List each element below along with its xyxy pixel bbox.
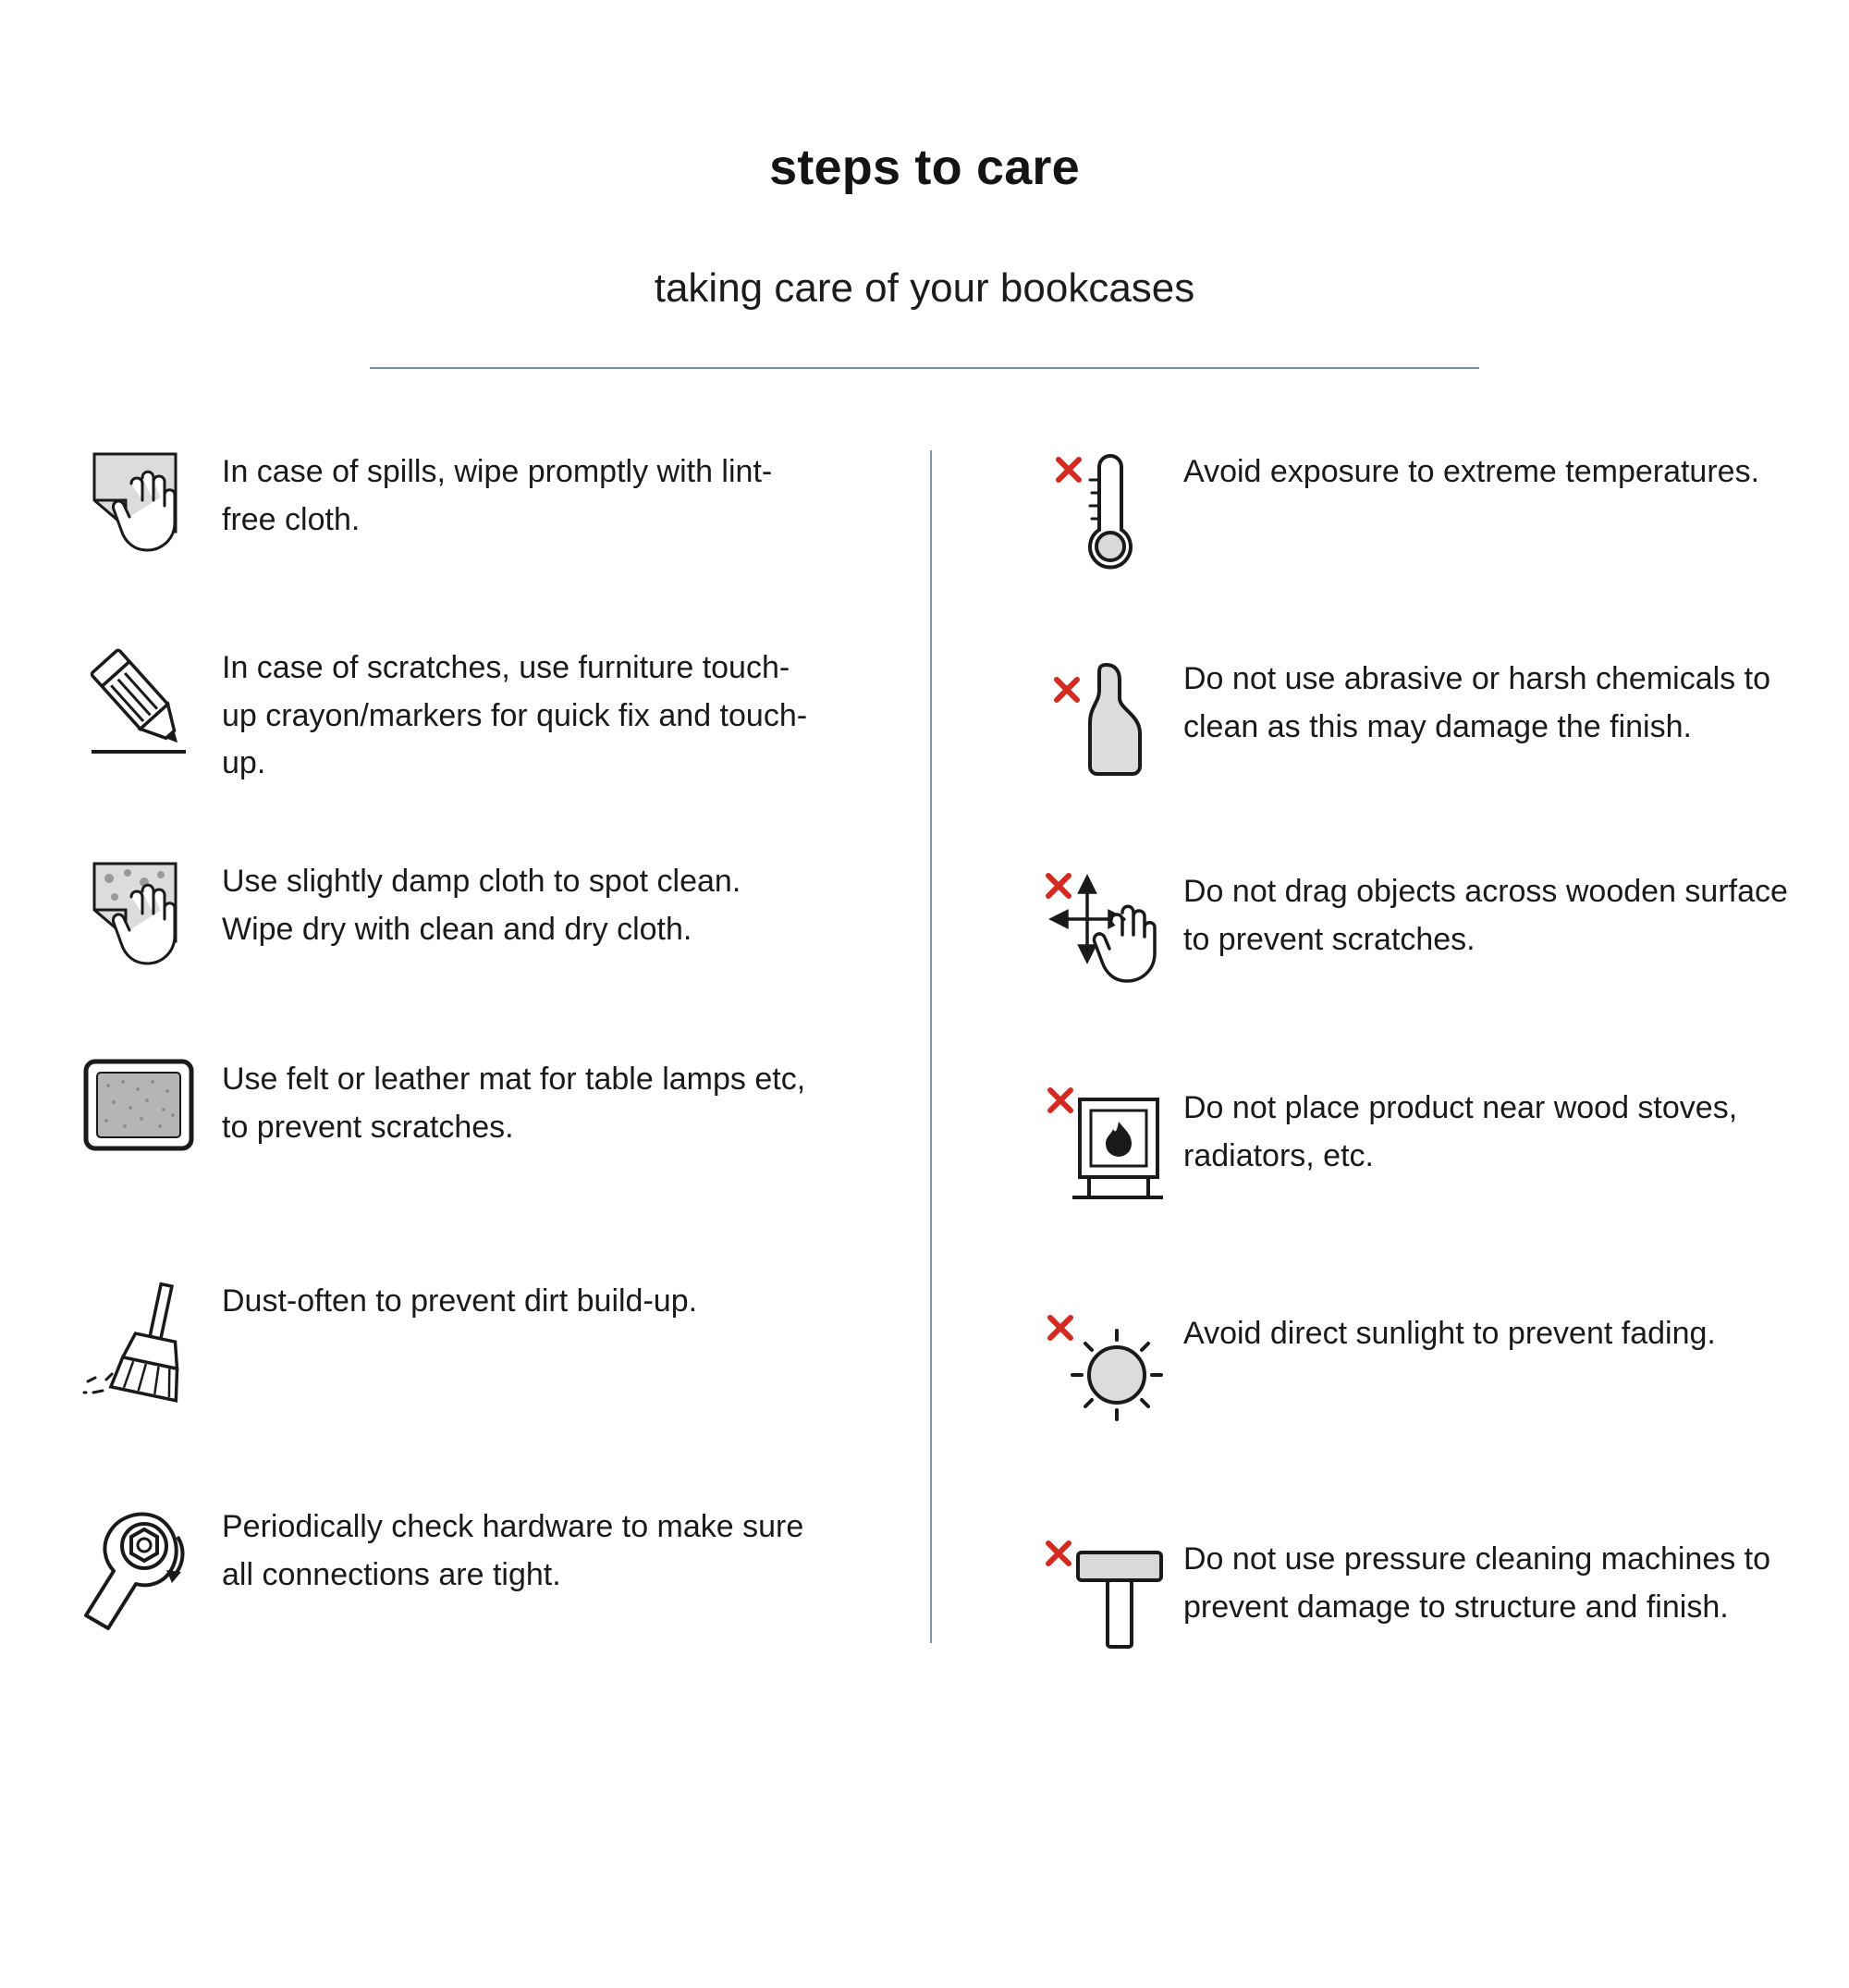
care-columns bbox=[0, 443, 1849, 1715]
wood-stove-icon bbox=[1035, 1079, 1183, 1212]
list-item bbox=[55, 1050, 869, 1180]
list-item bbox=[55, 853, 869, 982]
cloth-wipe-icon bbox=[55, 443, 222, 567]
page-subtitle: taking care of your bookcases bbox=[654, 265, 1195, 311]
broom-dust-icon bbox=[55, 1272, 222, 1405]
page-title: steps to care bbox=[769, 140, 1080, 195]
list-item-text: In case of spills, wipe promptly with lint-free cloth. bbox=[222, 454, 773, 537]
list-item bbox=[1035, 650, 1794, 783]
sun-icon bbox=[1035, 1305, 1183, 1438]
list-item-text: Do not use pressure cleaning machines to prevent damage to structure and finish. bbox=[1183, 1541, 1771, 1625]
chemical-bottle-icon bbox=[1035, 650, 1183, 783]
list-item-text: Dust-often to prevent dirt build-up. bbox=[222, 1283, 698, 1319]
wrench-hardware-icon bbox=[55, 1498, 222, 1631]
list-item bbox=[1035, 1305, 1794, 1438]
care-instructions-page bbox=[0, 139, 1849, 1988]
list-item-text: Use slightly damp cloth to spot clean. Wipe dry with clean and dry cloth. bbox=[222, 864, 741, 947]
pressure-washer-icon bbox=[1035, 1530, 1183, 1663]
column-divider bbox=[930, 450, 932, 1643]
list-item-text: Do not drag objects across wooden surface to prevent scratches. bbox=[1183, 874, 1788, 957]
thermometer-icon bbox=[1035, 443, 1183, 576]
felt-mat-icon bbox=[55, 1050, 222, 1156]
damp-cloth-spot-clean-icon bbox=[55, 853, 222, 976]
list-item-text: Avoid direct sunlight to prevent fading. bbox=[1183, 1316, 1716, 1351]
list-item bbox=[1035, 863, 1794, 996]
list-item bbox=[1035, 1530, 1794, 1663]
list-item bbox=[55, 1498, 869, 1631]
list-item-text: Avoid exposure to extreme temperatures. bbox=[1183, 454, 1760, 489]
list-item-text: Do not use abrasive or harsh chemicals to clean as this may damage the finish. bbox=[1183, 661, 1770, 744]
list-item-text: Use felt or leather mat for table lamps etc, to prevent scratches. bbox=[222, 1061, 806, 1145]
drag-hand-icon bbox=[1035, 863, 1183, 996]
list-item bbox=[55, 639, 869, 788]
do-list bbox=[55, 443, 924, 1715]
list-item bbox=[1035, 443, 1794, 576]
list-item-text: In case of scratches, use furniture touch-up crayon/markers for quick fix and touch-up. bbox=[222, 650, 808, 781]
list-item bbox=[55, 443, 869, 572]
list-item-text: Periodically check hardware to make sure all connections are tight. bbox=[222, 1509, 804, 1592]
touch-up-crayon-icon bbox=[55, 639, 222, 763]
dont-list bbox=[924, 443, 1794, 1715]
header-divider bbox=[370, 367, 1479, 369]
list-item-text: Do not place product near wood stoves, radiators, etc. bbox=[1183, 1090, 1738, 1173]
list-item bbox=[1035, 1079, 1794, 1212]
list-item bbox=[55, 1272, 869, 1405]
